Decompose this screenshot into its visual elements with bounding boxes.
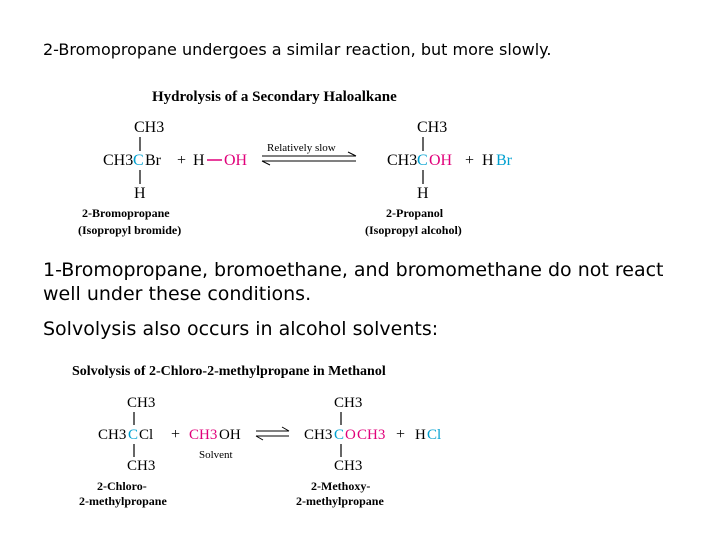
plus-sign: + — [177, 152, 187, 169]
product2-name-line2: 2-methylpropane — [296, 494, 384, 508]
note-line-2: well under these conditions. — [43, 283, 312, 305]
reactant2-left-group: CH3 — [98, 427, 127, 443]
product2-bottom-group: CH3 — [334, 458, 363, 474]
plus-sign: + — [171, 426, 181, 443]
reactant1-halide: Br — [145, 152, 161, 169]
plus-sign: + — [465, 152, 475, 169]
methanol-oh: OH — [219, 427, 241, 443]
reactant2-halide: Cl — [139, 427, 154, 443]
product2-name-line1: 2-Methoxy- — [311, 479, 371, 493]
plus-sign: + — [396, 426, 406, 443]
solvolysis-text: Solvolysis also occurs in alcohol solvents: — [43, 318, 439, 340]
byproduct2-h: H — [415, 427, 426, 443]
product2-methyl: CH3 — [357, 427, 386, 443]
reactant2-bottom-group: CH3 — [127, 458, 156, 474]
reactant1-common-name: (Isopropyl bromide) — [78, 223, 182, 237]
water-h: H — [193, 152, 205, 169]
byproduct1-br: Br — [496, 152, 512, 169]
reactant2-top-group: CH3 — [127, 395, 156, 411]
figure1-arrow-label: Relatively slow — [267, 142, 336, 154]
reactant2-name-line1: 2-Chloro- — [97, 479, 147, 493]
intro-text: 2-Bromopropane undergoes a similar reaction, but more slowly. — [43, 40, 552, 59]
product1-top-group: CH3 — [417, 119, 448, 136]
byproduct2-cl: Cl — [427, 427, 442, 443]
product2-top-group: CH3 — [334, 395, 363, 411]
product1-hydroxyl: OH — [429, 152, 453, 169]
product1-carbon: C — [417, 152, 428, 169]
reactant1-left-group: CH3 — [103, 152, 134, 169]
equilibrium-arrow — [256, 427, 289, 440]
figure2-title: Solvolysis of 2-Chloro-2-methylpropane in Methanol — [72, 364, 386, 379]
product1-left-group: CH3 — [387, 152, 418, 169]
product1-common-name: (Isopropyl alcohol) — [365, 223, 462, 237]
reactant1-name: 2-Bromopropane — [82, 206, 170, 220]
reactant1-top-group: CH3 — [134, 119, 165, 136]
water-oh: OH — [224, 152, 248, 169]
reactant1-carbon: C — [133, 152, 144, 169]
product2-left-group: CH3 — [304, 427, 333, 443]
byproduct1-h: H — [482, 152, 494, 169]
methanol-ch3: CH3 — [189, 427, 218, 443]
reactant2-carbon: C — [128, 427, 139, 443]
product1-name: 2-Propanol — [386, 206, 444, 220]
product2-carbon: C — [334, 427, 345, 443]
note-line-1: 1-Bromopropane, bromoethane, and bromomethane do not react — [43, 259, 664, 281]
reactant2-name-line2: 2-methylpropane — [79, 494, 167, 508]
reactant1-bottom-group: H — [134, 185, 146, 202]
product2-oxygen: O — [345, 427, 356, 443]
figure2-arrow-label: Solvent — [199, 449, 233, 461]
product1-bottom-group: H — [417, 185, 429, 202]
figure1-title: Hydrolysis of a Secondary Haloalkane — [152, 89, 397, 105]
